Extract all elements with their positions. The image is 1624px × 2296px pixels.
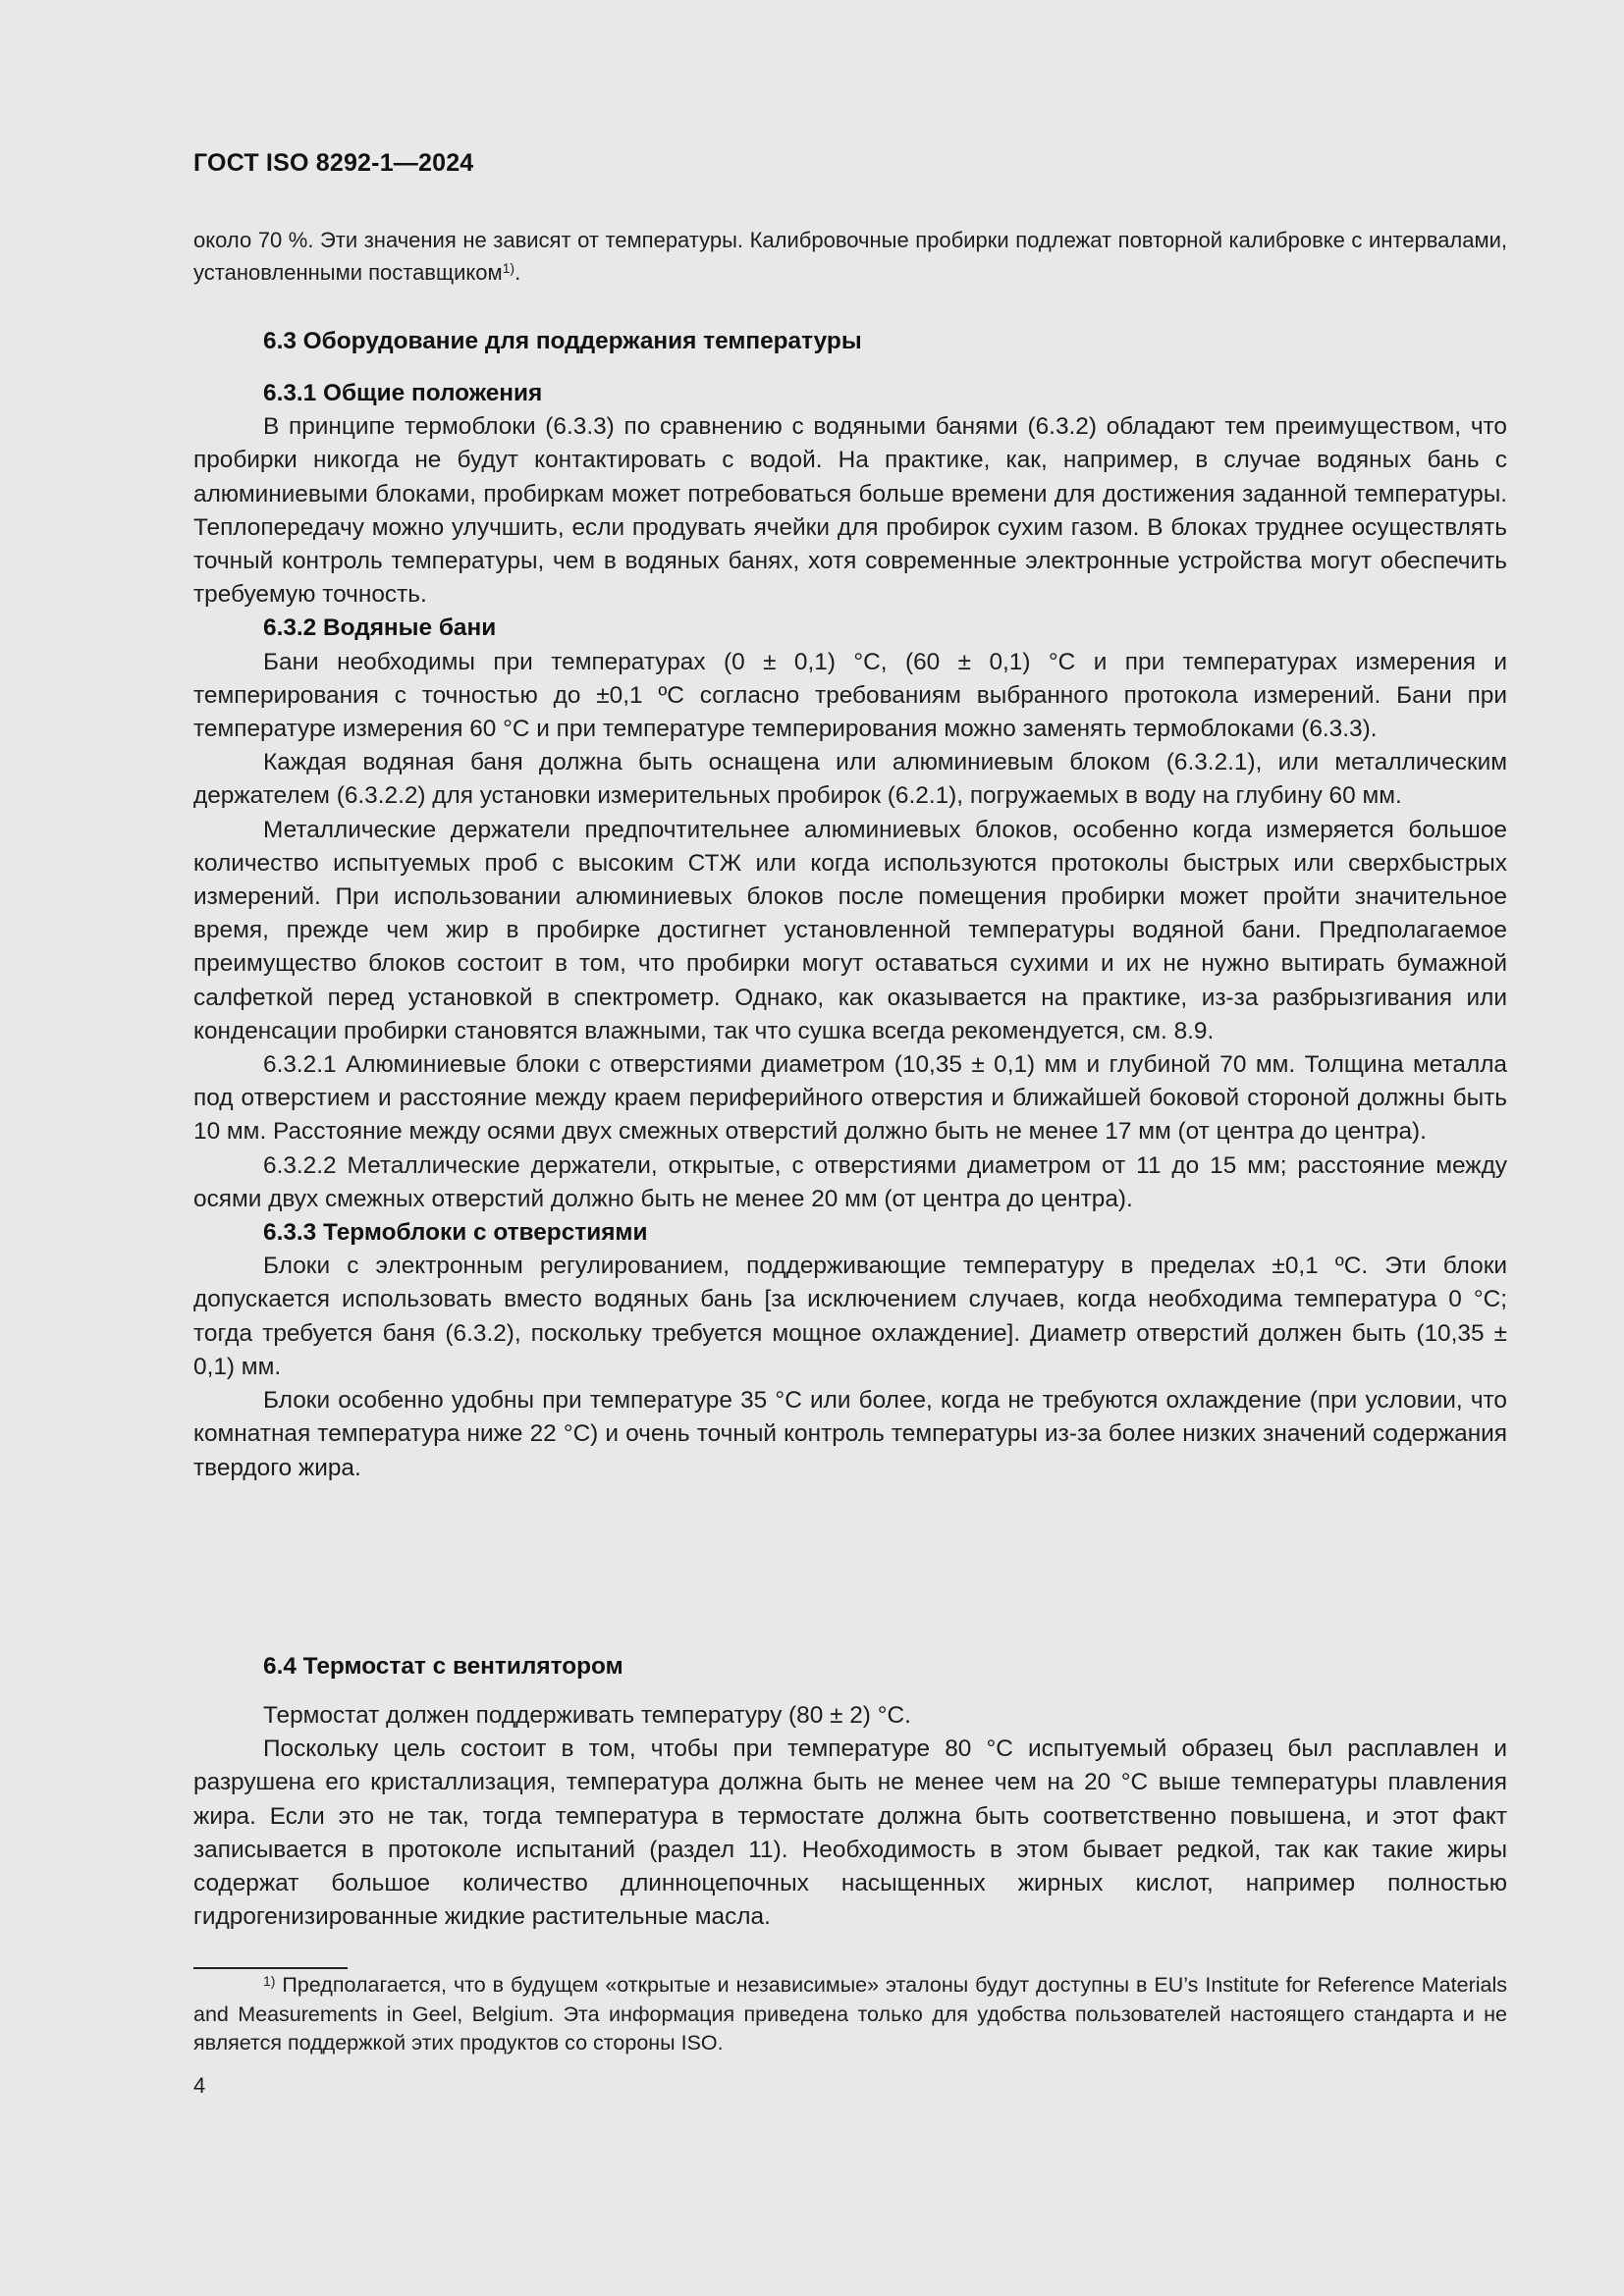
document-header: ГОСТ ISO 8292-1—2024 <box>193 149 474 177</box>
intro-text: около 70 %. Эти значения не зависят от температуры. Калибровочные пробирки подлежат повторной калибровке с интервалами, установленными поставщиком <box>193 228 1507 285</box>
footnote-paragraph <box>193 1971 1507 2058</box>
section-6-3-3-title: 6.3.3 Термоблоки с отверстиями <box>263 1219 648 1247</box>
section-6-3-2-title: 6.3.2 Водяные бани <box>263 614 497 642</box>
paragraph: В принципе термоблоки (6.3.3) по сравнению с водяными банями (6.3.2) обладают тем преимуществом, что пробирки никогда не будут контактировать с водой. На практике, как, например, в случае водяных бань с алюминиевыми блоками, пробиркам может потребоваться больше времени для достижения заданной температуры. Теплопередачу можно улучшить, если продувать ячейки для пробирок сухим газом. В блоках труднее осуществлять точный контроль температуры, чем в водяных банях, хотя современные электронные устройства могут обеспечить требуемую точность. <box>193 413 1507 609</box>
paragraph: Металлические держатели предпочтительнее алюминиевых блоков, особенно когда измеряется большое количество испытуемых проб с высоким СТЖ или когда используются протоколы быстрых или сверхбыстрых измерений. При использовании алюминиевых блоков после помещения пробирки может пройти значительное время, прежде чем жир в пробирке достигнет установленной температуры водяной бани. Предполагаемое преимущество блоков состоит в том, что пробирки могут оставаться сухими и их не нужно вытирать бумажной салфеткой перед установкой в спектрометр. Однако, как оказывается на практике, из-за разбрызгивания или конденсации пробирки становятся влажными, так что сушка всегда рекомендуется, см. 8.9. <box>193 816 1507 1044</box>
footnote-marker: 1) <box>263 1973 276 1989</box>
footnote-text: Предполагается, что в будущем «открытые и независимые» эталоны будут доступны в EU’s Institute for Reference Materials and Measurements in Geel, Belgium. Эта информация приведена только для удобства пользователей настоящего стандарта и не является поддержкой этих продуктов со стороны ISO. <box>193 1973 1507 2055</box>
intro-end: . <box>514 260 521 285</box>
footnote-separator <box>193 1967 348 1969</box>
paragraph: Блоки особенно удобны при температуре 35 °С или более, когда не требуются охлаждение (при условии, что комнатная температура ниже 22 °С) и очень точный контроль температуры из-за более низких значений содержания твердого жира. <box>193 1387 1507 1481</box>
page-number: 4 <box>193 2073 206 2098</box>
section-6-3-1-title: 6.3.1 Общие положения <box>263 380 543 406</box>
paragraph: Бани необходимы при температурах (0 ± 0,1) °С, (60 ± 0,1) °С и при температурах измерения и темперирования с точностью до ±0,1 ºС согласно требованиям выбранного протокола измерений. Бани при температуре измерения 60 °С и при температуре темперирования можно заменять термоблоками (6.3.3). <box>193 648 1507 743</box>
paragraph: 6.3.2.1 Алюминиевые блоки с отверстиями диаметром (10,35 ± 0,1) мм и глубиной 70 мм. Толщина металла под отверстием и расстояние между краем периферийного отверстия и ближайшей боковой стороной должны быть 10 мм. Расстояние между осями двух смежных отверстий должно быть не менее 17 мм (от центра до центра). <box>193 1051 1507 1146</box>
paragraph: Поскольку цель состоит в том, чтобы при температуре 80 °С испытуемый образец был расплавлен и разрушена его кристаллизация, температура должна быть не менее чем на 20 °С выше температуры плавления жира. Если это не так, тогда температура в термостате должна быть соответственно повышена, и этот факт записывается в протоколе испытаний (раздел 11). Необходимость в этом бывает редкой, так как такие жиры содержат большое количество длинноцепочных насыщенных жирных кислот, например полностью гидрогенизированные жидкие растительные масла. <box>193 1735 1507 1931</box>
paragraph: Каждая водяная баня должна быть оснащена или алюминиевым блоком (6.3.2.1), или металлическим держателем (6.3.2.2) для установки измерительных пробирок (6.2.1), погружаемых в воду на глубину 60 мм. <box>193 749 1507 810</box>
footnote <box>193 1971 1507 2058</box>
paragraph: 6.3.2.2 Металлические держатели, открытые, с отверстиями диаметром от 11 до 15 мм; расстояние между осями двух смежных отверстий должно быть не менее 20 мм (от центра до центра). <box>193 1151 1507 1212</box>
paragraph: Термостат должен поддерживать температуру (80 ± 2) °С. <box>263 1702 911 1729</box>
intro-paragraph <box>193 224 1507 289</box>
section-6-4-body <box>193 1699 1507 1934</box>
section-6-3-title: 6.3 Оборудование для поддержания температуры <box>263 328 862 354</box>
paragraph: Блоки с электронным регулированием, поддерживающие температуру в пределах ±0,1 ºС. Эти блоки допускается использовать вместо водяных бань [за исключением случаев, когда необходима температура 0 °С; тогда требуется баня (6.3.2), поскольку требуется мощное охлаждение]. Диаметр отверстий должен быть (10,35 ± 0,1) мм. <box>193 1253 1507 1380</box>
section-6-3-body <box>193 377 1507 1485</box>
footnote-ref[interactable]: 1) <box>502 260 515 276</box>
section-6-4-title: 6.4 Термостат с вентилятором <box>263 1653 623 1680</box>
